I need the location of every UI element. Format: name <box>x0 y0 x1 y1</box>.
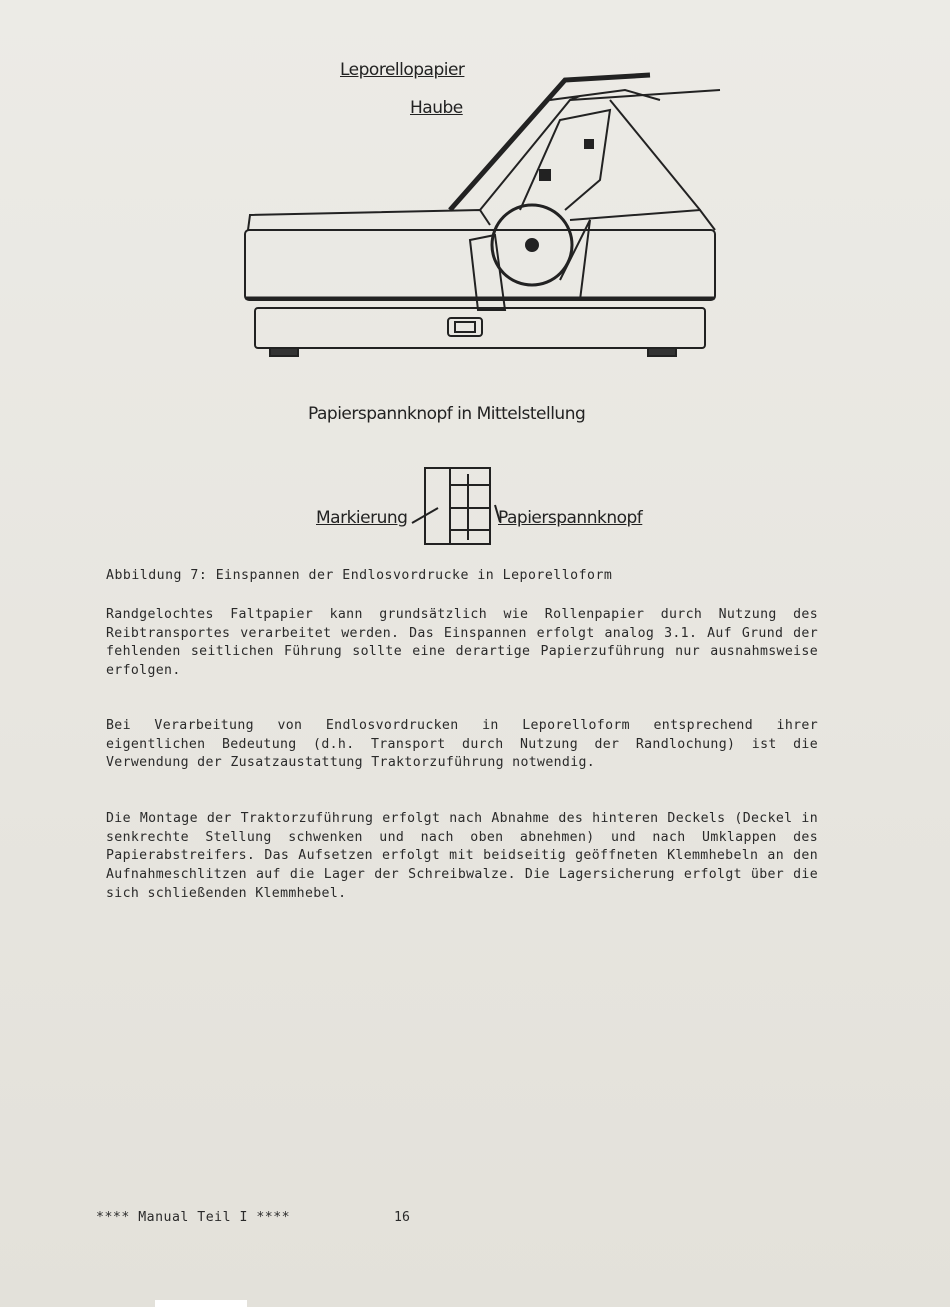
paragraph-1: Randgelochtes Faltpapier kann grundsätzlich wie Rollenpapier durch Nutzung des Reibtransportes verarbeitet werden. Das Einspannen erfolgt analog 3.1. Auf Grund der fehlenden seitlichen Führung sollte eine derartige Papierzuführung nur ausnahmsweise erfolgen. <box>106 607 818 679</box>
label-knob-position: Papierspannknopf in Mittelstellung <box>308 404 586 424</box>
scan-edge <box>155 1300 247 1307</box>
printer-illustration <box>220 60 740 370</box>
paragraph-2: Bei Verarbeitung von Endlosvordrucken in Leporelloform entsprechend ihrer eigentlichen Bedeutung (d.h. Transport durch Nutzung der Randlochung) ist die Verwendung der Zusatzaustattung Traktorzuführung notwendig. <box>106 718 818 771</box>
paragraph-3: Die Montage der Traktorzuführung erfolgt nach Abnahme des hinteren Deckels (Deckel in senkrechte Stellung schwenken und nach oben abnehmen) und nach Umklappen des Papierabstreifers. Das Aufsetzen erfolgt mit beidseitig geöffneten Klemmhebeln an den Aufnahmeschlitzen auf die Lager der Schreibwalze. Die Lagersicherung erfolgt über die sich schließenden Klemmhebel. <box>106 811 818 901</box>
footer-text: **** Manual Teil I **** <box>96 1210 291 1225</box>
label-markierung: Markierung <box>316 508 408 528</box>
figure-caption: Abbildung 7: Einspannen der Endlosvordrucke in Leporelloform <box>106 568 613 583</box>
page-number: 16 <box>394 1210 410 1225</box>
label-haube: Haube <box>410 98 463 118</box>
knob-illustration <box>300 460 680 550</box>
label-leporellopapier: Leporellopapier <box>340 60 465 80</box>
label-papierspannknopf: Papierspannknopf <box>498 508 643 528</box>
